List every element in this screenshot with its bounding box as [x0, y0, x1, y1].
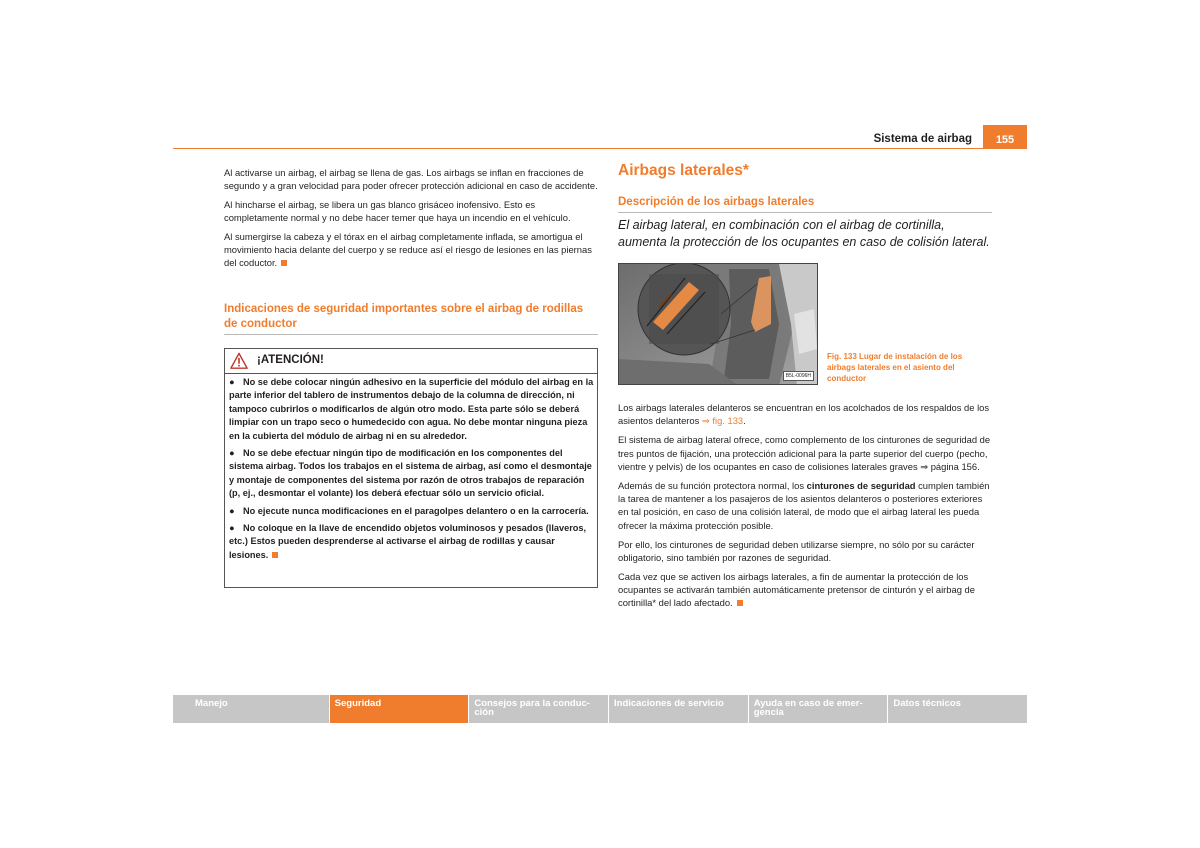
paragraph-text: cumplen también la tarea de mantener a los pasajeros de los asientos delanteros o posteriores exteriores en tal posición, en caso de una colisión lateral, de modo que el airbag lateral les pueda ofrecer la máxima protección posible. [618, 479, 990, 531]
left-subheading: Indicaciones de seguridad importantes sobre el airbag de rodillas de conductor [224, 303, 584, 330]
warning-item [229, 505, 595, 518]
warning-item [229, 376, 595, 443]
warning-title: ¡ATENCIÓN! [257, 354, 324, 366]
paragraph-text: Cada vez que se activen los airbags laterales, a fin de aumentar la protección de los ocupantes se activarán también automáticamente pretensor de cinturón y el airbag de cortinilla* del lado afectado. [618, 570, 975, 609]
warning-box [224, 348, 598, 588]
figure-side-airbag-seat [618, 263, 818, 385]
paragraph-text: Los airbags laterales delanteros se encuentran en los acolchados de los respaldos de los asientos delanteros [618, 402, 990, 427]
paragraph: Al activarse un airbag, el airbag se llena de gas. Los airbags se inflan en fracciones de segundo y a gran velocidad para poder ofrecer protección adicional en caso de accidente. [224, 167, 598, 192]
subheading-rule [224, 334, 598, 335]
warning-item [229, 522, 595, 562]
bullet-icon: ● [229, 377, 235, 387]
running-header-title: Sistema de airbag [873, 133, 972, 145]
end-mark-icon [737, 600, 743, 606]
bullet-icon: ● [229, 523, 235, 534]
end-mark-icon [281, 260, 287, 266]
chapter-nav [173, 695, 1027, 723]
nav-tab-manejo[interactable]: Manejo [173, 695, 329, 723]
paragraph [618, 479, 994, 533]
nav-tab-indicaciones-servicio[interactable]: Indicaciones de servicio [609, 695, 748, 723]
bullet-icon: ● [229, 448, 235, 459]
warning-list [229, 376, 595, 566]
nav-tab-consejos[interactable]: Consejos para la conduc- ción [469, 695, 608, 723]
seat-illustration [619, 264, 818, 385]
warning-item-text: No ejecute nunca modificaciones en el paragolpes delantero o en la carrocería. [243, 505, 589, 516]
nav-tab-seguridad[interactable]: Seguridad [330, 695, 469, 723]
section-heading: Airbags laterales* [618, 162, 749, 179]
paragraph [618, 401, 994, 428]
bullet-icon: ● [229, 505, 235, 516]
paragraph-text: Al sumergirse la cabeza y el tórax en el airbag completamente inflada, se amortigua el movimiento hacia delante del cuerpo y se reduce así el riesgo de lesiones en las piernas del coductor. [224, 230, 592, 269]
nav-tab-datos-tecnicos[interactable]: Datos técnicos [888, 695, 1027, 723]
bold-term: cinturones de seguridad [806, 479, 916, 491]
subheading-rule [618, 212, 992, 213]
paragraph-text: . [743, 415, 746, 427]
warning-triangle-icon [230, 352, 248, 370]
right-column [618, 401, 994, 615]
paragraph [224, 230, 598, 270]
warning-header [225, 349, 597, 374]
nav-tab-ayuda[interactable]: Ayuda en caso de emer- gencia [749, 695, 888, 723]
paragraph: El sistema de airbag lateral ofrece, como complemento de los cinturones de seguridad de tres puntos de fijación, una protección adicional para la parte superior del cuerpo (pecho, vientre y pelvis) de los ocupantes en caso de colisiones laterales graves ⇒ página 156. [618, 434, 991, 472]
section-subheading: Descripción de los airbags laterales [618, 196, 815, 208]
paragraph: Por ello, los cinturones de seguridad deben utilizarse siempre, no sólo por su carácter obligatorio, sino también por razones de seguridad. [618, 538, 975, 563]
end-mark-icon [272, 552, 278, 558]
paragraph [618, 570, 994, 610]
warning-item-text: No se debe colocar ningún adhesivo en la superficie del módulo del airbag en la parte inferior del tablero de instrumentos debajo de la columna de dirección, ni tampoco cubrirlos o modificarlos de algún otro modo. Esta parte sólo se deberá limpiar con un trapo seco o humedecido con agua. No debe montar ninguna pieza en la cubierta del módulo de airbag ni en su alrededor. [229, 377, 594, 441]
figure-reference-link[interactable]: ⇒ fig. 133 [701, 415, 744, 427]
warning-item [229, 447, 595, 501]
paragraph-text: Además de su función protectora normal, los [618, 479, 807, 491]
header-rule [173, 148, 983, 149]
page-number: 155 [983, 125, 1027, 149]
paragraph: Al hincharse el airbag, se libera un gas blanco grisáceo inofensivo. Esto es completamente normal y no debe hacer temer que haya un incendio en el vehículo. [224, 198, 571, 224]
warning-item-text: No coloque en la llave de encendido objetos voluminosos y pesados (llaveros, etc.) Estos pueden desprenderse al activarse el airbag de rodillas y causar lesiones. [229, 523, 587, 560]
warning-item-text: No se debe efectuar ningún tipo de modificación en los componentes del sistema airbag. Todos los trabajos en el sistema de airbag, así como el desmontaje y montaje de componentes del sistema por razón de otros trabajos de reparación (p, ej., desmontar el volante) los deberá efectuar sólo un servicio oficial. [229, 448, 592, 499]
left-column [224, 166, 598, 275]
figure-code: B5L-0096H [783, 371, 814, 381]
figure-caption: Fig. 133 Lugar de instalación de los airbags laterales en el asiento del conductor [827, 352, 963, 383]
intro-text: El airbag lateral, en combinación con el airbag de cortinilla, aumenta la protección de los ocupantes en caso de colisión lateral. [618, 218, 990, 249]
